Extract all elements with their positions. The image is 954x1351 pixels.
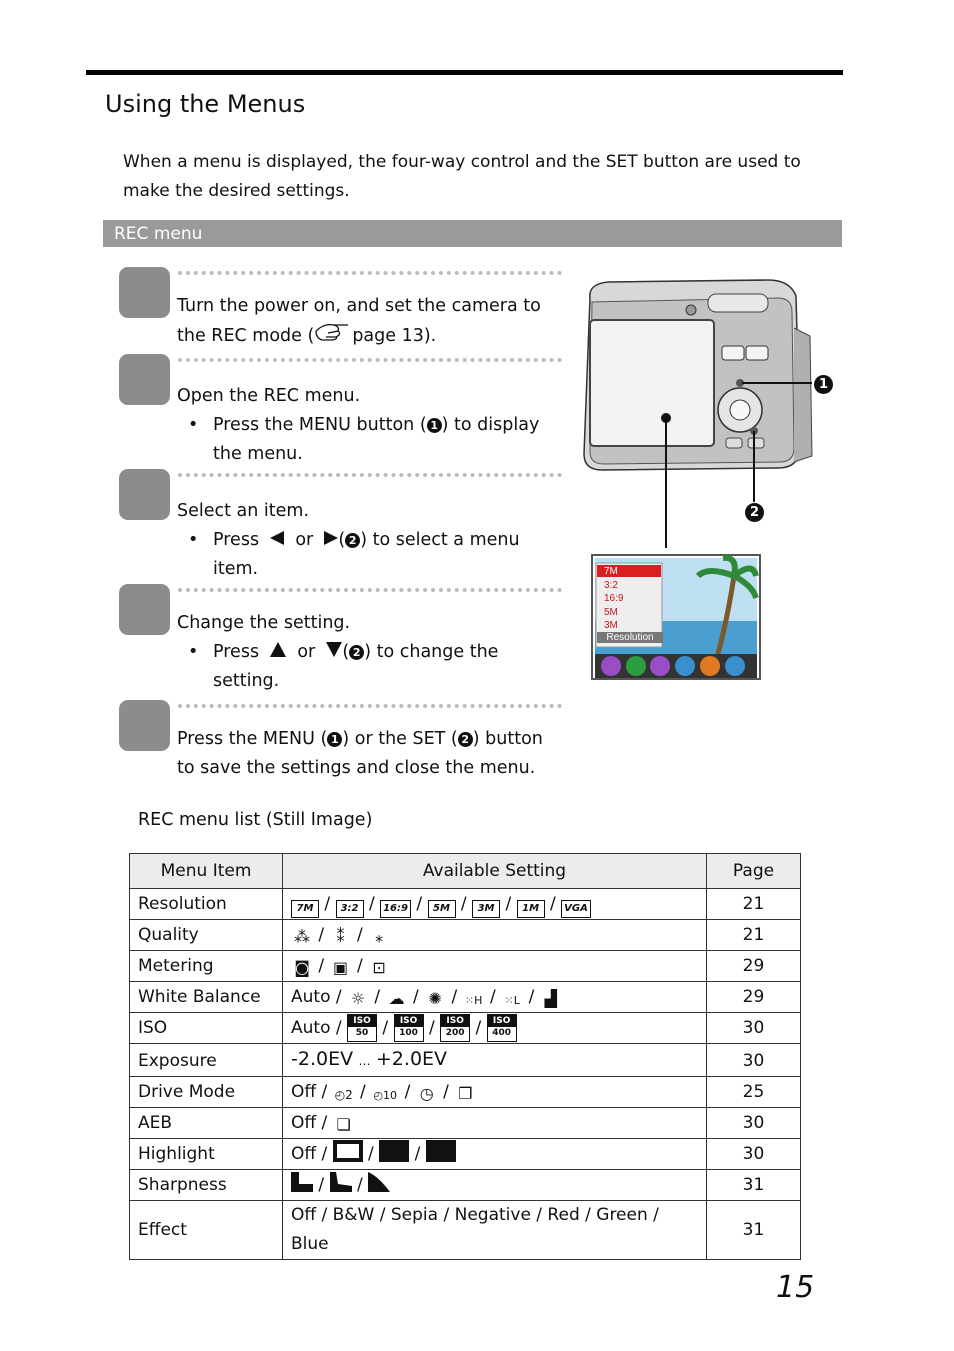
row-item: ISO [130, 1013, 283, 1044]
sharpness-soft-icon [368, 1172, 390, 1192]
effect-settings: Off / B&W / Sepia / Negative / Red / Green / Blue [283, 1201, 707, 1260]
row-item: AEB [130, 1108, 283, 1139]
highlight-portrait-icon [379, 1140, 409, 1162]
table-row [130, 920, 801, 951]
up-arrow-icon [270, 642, 286, 657]
sharpness-settings: / / [283, 1170, 707, 1201]
step-2-box [119, 354, 170, 405]
header-page: Page [707, 854, 801, 889]
wb-daylight-icon: ☼ [350, 989, 366, 1008]
bullet: • [188, 415, 199, 435]
bullet: • [188, 642, 199, 662]
highlight-film-icon [426, 1140, 456, 1162]
lcd-option: 16:9 [604, 593, 624, 604]
step-5-text: Press the MENU ( 1 ) or the SET ( 2 ) button to save the settings and close the menu. [177, 729, 543, 778]
exposure-settings: -2.0EV … +2.0EV [283, 1044, 707, 1077]
wb-fluorescent-l-icon: ⁙L [504, 994, 520, 1007]
row-page: 30 [707, 1139, 801, 1170]
row-item: White Balance [130, 982, 283, 1013]
table-row [130, 951, 801, 982]
aeb-icon: ❏ [336, 1115, 351, 1134]
callout-2-marker: 2 [458, 732, 473, 747]
lcd-option-selected: 7M [604, 566, 618, 577]
table-row [130, 982, 801, 1013]
row-page: 25 [707, 1077, 801, 1108]
resolution-settings: 7M / 3:2 / 16:9 / 5M / 3M / 1M / VGA [283, 889, 707, 920]
step-2-bullet: Press the MENU button ( 1 ) to display the menu. [213, 415, 540, 464]
quality-settings: ⁂ / ⁑ / ⁎ [283, 920, 707, 951]
step-4-title: Change the setting. [177, 613, 351, 633]
row-item: Highlight [130, 1139, 283, 1170]
lcd-caption: Resolution [597, 632, 663, 643]
sharpness-hard-icon [291, 1172, 313, 1192]
row-item: Effect [130, 1201, 283, 1260]
section-header-rec-menu: REC menu [103, 220, 842, 247]
table-row [130, 1170, 801, 1201]
dotted-divider [178, 473, 562, 477]
callout-2: 2 [745, 503, 764, 522]
row-page: 21 [707, 920, 801, 951]
metering-center-icon: ▣ [332, 958, 349, 977]
intro-paragraph: When a menu is displayed, the four-way control and the SET button are used to make the desired settings. [123, 152, 801, 201]
table-row [130, 1108, 801, 1139]
step-3-bullet: Press or ( 2 ) to select a menu item. [213, 530, 520, 579]
callout-1: 1 [814, 375, 833, 394]
sharpness-normal-icon [330, 1172, 352, 1192]
iso-400-icon: ISO 400 [487, 1014, 517, 1042]
iso-200-icon: ISO 200 [440, 1014, 470, 1042]
dotted-divider [178, 271, 562, 275]
quality-super-fine-icon: ⁂ [294, 927, 310, 946]
lcd-option: 5M [604, 606, 618, 618]
table-row [130, 1201, 801, 1260]
row-item: Exposure [130, 1044, 283, 1077]
table-title: REC menu list (Still Image) [138, 810, 373, 830]
set-label: SET [605, 152, 638, 172]
wb-cloudy-icon: ☁ [388, 989, 405, 1008]
lcd-options [604, 565, 623, 633]
wb-manual-icon: ▟ [544, 989, 557, 1008]
quality-fine-icon: ⁑ [336, 927, 345, 946]
rec-menu-table [129, 853, 801, 1260]
table-row [130, 1139, 801, 1170]
table-row [130, 1077, 801, 1108]
row-page: 29 [707, 982, 801, 1013]
step-5-box [119, 700, 170, 751]
callout-1-marker: 1 [427, 418, 442, 433]
resolution-vga-icon: VGA [561, 900, 591, 918]
row-item: Metering [130, 951, 283, 982]
table-row [130, 1013, 801, 1044]
resolution-3m-icon: 3M [472, 900, 500, 918]
row-page: 29 [707, 951, 801, 982]
step-4-box [119, 584, 170, 635]
dotted-divider [178, 704, 562, 708]
self-timer-double-icon: ◷ [419, 1084, 434, 1103]
self-timer-10s-icon: ◴10 [373, 1089, 397, 1102]
table-row [130, 889, 801, 920]
page-ref-icon [314, 321, 352, 351]
highlight-settings: Off / / / [283, 1139, 707, 1170]
lcd-option: 3:2 [604, 579, 618, 591]
iso-100-icon: ISO 100 [394, 1014, 424, 1042]
header-menu-item: Menu Item [130, 854, 283, 889]
callout-2-marker: 2 [345, 533, 360, 548]
iso-50-icon: ISO 50 [347, 1014, 377, 1042]
step-1-text: Turn the power on, and set the camera to the REC mode ( page 13). [177, 292, 567, 351]
lcd-option: 3M [604, 620, 618, 631]
table-header-row [130, 854, 801, 889]
right-arrow-icon [324, 531, 338, 545]
dotted-divider [178, 588, 562, 592]
table-row [130, 1044, 801, 1077]
highlight-frame-icon [333, 1140, 363, 1162]
step-4-bullet: Press or ( 2 ) to change the setting. [213, 642, 499, 691]
top-rule [86, 70, 843, 75]
metering-spot-icon: ⊡ [372, 958, 386, 977]
callout-1-marker: 1 [327, 732, 342, 747]
row-page: 30 [707, 1108, 801, 1139]
callout-2-marker: 2 [349, 645, 364, 660]
self-timer-2s-icon: ◴2 [334, 1088, 353, 1102]
iso-settings: Auto / ISO 50 / ISO 100 / ISO 200 / ISO 400 [283, 1013, 707, 1044]
bullet: • [188, 530, 199, 550]
row-page: 31 [707, 1170, 801, 1201]
left-arrow-icon [270, 531, 284, 545]
dotted-divider [178, 358, 562, 362]
step-1-box [119, 267, 170, 318]
down-arrow-icon [326, 642, 342, 657]
row-page: 31 [707, 1201, 801, 1260]
quality-normal-icon: ⁎ [375, 927, 384, 946]
metering-average-icon: ◙ [294, 958, 310, 977]
resolution-3-2-icon: 3:2 [336, 900, 364, 918]
header-available-setting: Available Setting [283, 854, 707, 889]
step-3-box [119, 469, 170, 520]
row-page: 30 [707, 1044, 801, 1077]
resolution-16-9-icon: 16:9 [380, 900, 411, 918]
resolution-5m-icon: 5M [428, 900, 456, 918]
page-number: 15 [776, 1270, 815, 1305]
step-2-title: Open the REC menu. [177, 386, 361, 406]
metering-settings: ◙ / ▣ / ⊡ [283, 951, 707, 982]
white-balance-settings: Auto / ☼ / ☁ / ✺ / ⁙H / ⁙L / ▟ [283, 982, 707, 1013]
row-page: 30 [707, 1013, 801, 1044]
resolution-7m-icon: 7M [291, 900, 319, 918]
wb-tungsten-icon: ✺ [428, 989, 442, 1008]
row-page: 21 [707, 889, 801, 920]
aeb-settings: Off / ❏ [283, 1108, 707, 1139]
row-item: Sharpness [130, 1170, 283, 1201]
row-item: Drive Mode [130, 1077, 283, 1108]
page-title: Using the Menus [105, 90, 306, 118]
row-item: Quality [130, 920, 283, 951]
drive-mode-settings: Off / ◴2 / ◴10 / ◷ / ❐ [283, 1077, 707, 1108]
continuous-shot-icon: ❐ [458, 1084, 473, 1103]
row-item: Resolution [130, 889, 283, 920]
wb-fluorescent-h-icon: ⁙H [464, 994, 483, 1007]
resolution-1m-icon: 1M [517, 900, 545, 918]
step-3-title: Select an item. [177, 501, 310, 521]
